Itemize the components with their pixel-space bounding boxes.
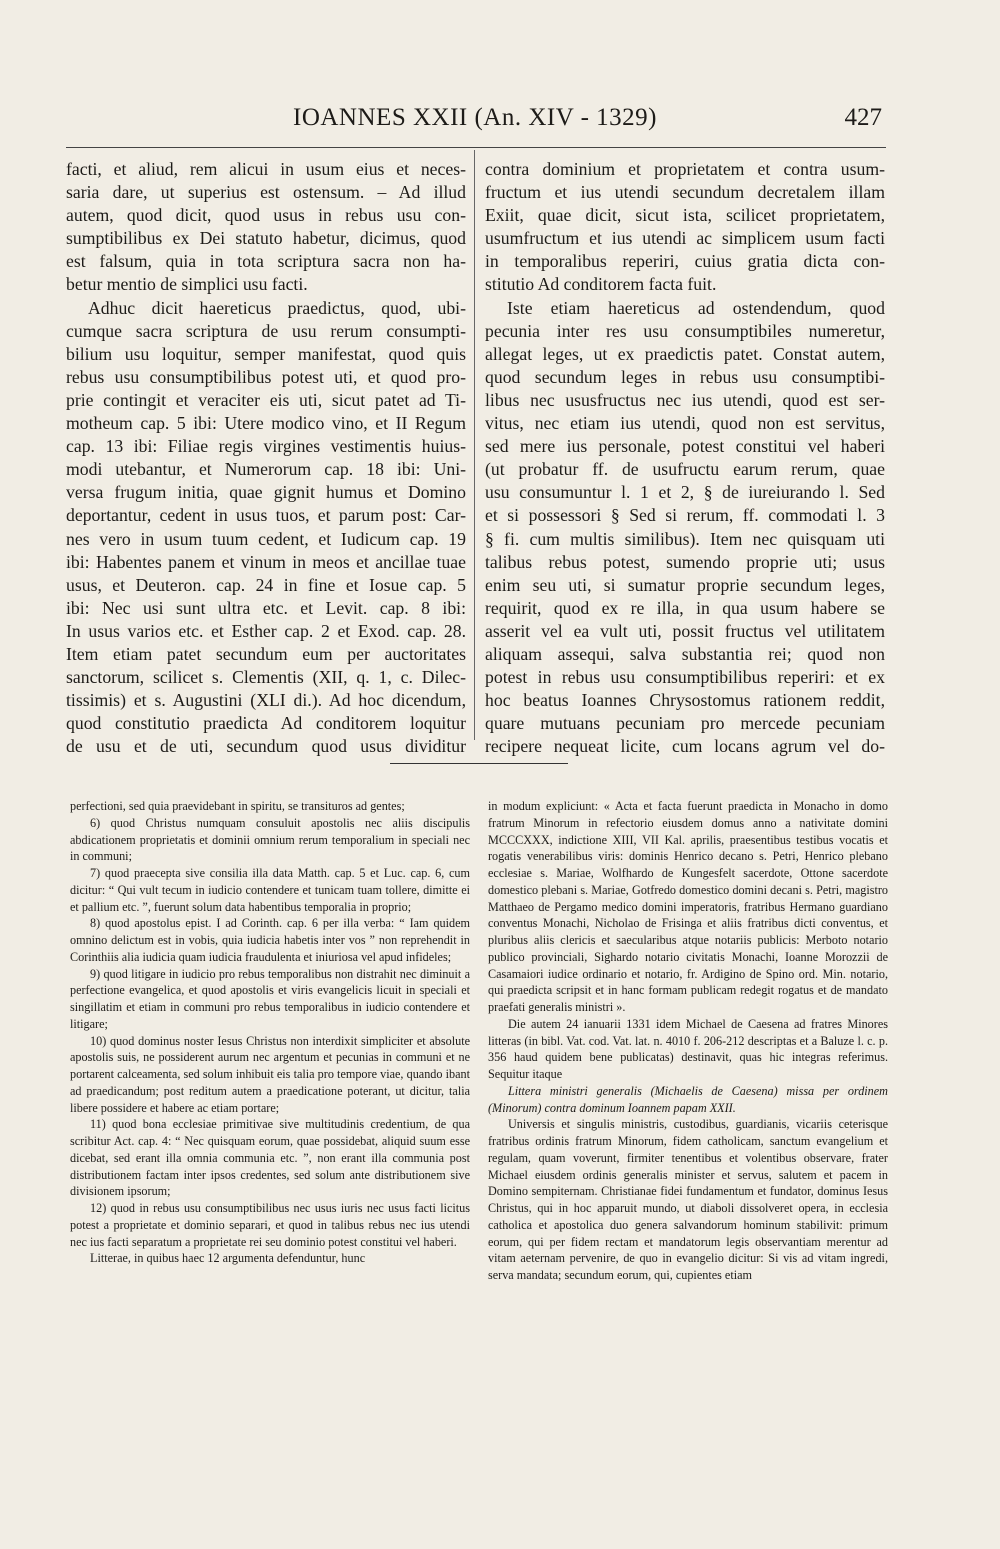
text-line: vitus, nec etiam ius utendi, quod non est servitus, xyxy=(485,413,885,434)
text-line: stitutio Ad conditorem facta fuit. xyxy=(485,274,717,295)
column-divider xyxy=(474,150,475,740)
text-line: cap. 13 ibi: Filiae regis virgines vestimentis huius- xyxy=(66,436,466,457)
footnote-left-column xyxy=(70,798,470,1267)
footnote-paragraph: 9) quod litigare in iudicio pro rebus temporalibus non distrahit nec diminuit a perfectione evangelica, et quod apostolis et viris evangelicis licuit in speciali et singillatim et etiam in communi pro rebus temporalibus in iudicio contendere et litigare; xyxy=(70,966,470,1031)
text-line: (ut probatur ff. de usufructu earum rerum, quae xyxy=(485,459,885,480)
text-line: In usus varios etc. et Esther cap. 2 et Exod. cap. 28. xyxy=(66,620,466,641)
text-line: cumque sacra scriptura de usu rerum consumpti- xyxy=(66,320,466,341)
footnote-paragraph: 7) quod praecepta sive consilia illa data Matth. cap. 5 et Luc. cap. 6, cum dicitur: “ Qui vult tecum in iudicio contendere et tunicam tuam tollere, dimitte ei et pallium etc. ”, fuerunt solum data habentibus temporalia in proprio; xyxy=(70,866,470,914)
text-line: est falsum, quia in tota scriptura sacra non ha- xyxy=(66,251,466,272)
text-line: prie contingit et veraciter eis uti, sicut patet ad Ti- xyxy=(66,389,466,410)
text-line: et si possessori § Sed si rerum, ff. commodati l. 3 xyxy=(485,505,885,526)
text-line: de usu et de uti, secundum quod usus dividitur xyxy=(66,736,466,757)
text-line: tissimis) et s. Augustini (XLI di.). Ad hoc dicendum, xyxy=(66,690,466,711)
text-line: sumptibilibus ex Dei statuto habetur, dicimus, quod xyxy=(66,228,466,249)
running-header xyxy=(60,104,890,140)
footnote-right-column xyxy=(488,798,888,1284)
text-line: Exiit, quae dicit, sicut ista, scilicet proprietatem, xyxy=(485,205,885,226)
main-text-right-column xyxy=(485,158,885,758)
footnote-letter-title: Littera ministri generalis (Michaelis de Caesena) missa per ordinem (Minorum) contra dominum Ioannem papam XXII. xyxy=(488,1083,888,1115)
text-line: contra dominium et proprietatem et contra usum- xyxy=(485,159,885,179)
footnote-paragraph: Die autem 24 ianuarii 1331 idem Michael de Caesena ad fratres Minores litteras (in bibl. Vat. cod. Vat. lat. n. 4010 f. 206-212 descriptas et a Baluze l. c. p. 356 haud quidem bene publicatas) destinavit, quas hic integras referimus. Sequitur itaque xyxy=(488,1016,888,1081)
text-line: Iste etiam haereticus ad ostendendum, quod xyxy=(507,297,885,318)
text-line: quod secundum leges in rebus usu consumptibi- xyxy=(485,366,885,387)
text-line: enim seu uti, si sumatur proprie secundum leges, xyxy=(485,574,885,595)
footnote-paragraph: in modum expliciunt: « Acta et facta fuerunt praedicta in Monacho in domo fratrum Minorum in refectorio eiusdem domus anno a nativitate domini MCCCXXX, indictione XIII, VII Kal. aprilis, praesentibus testibus vocatis et rogatis venerabilibus viris: dominis Henrico decano s. Petri, Henrico plebano ecclesiae s. Mariae, Wolfhardo de Kungesfelt sacerdote, Ottone sacerdote domestico plebani s. Mariae, Gotfredo domestico domini decani s. Petri, magistro Matthaeo de Pergamo medico domini imperatoris, fratribus Hermano guardiano conventus Monachi, Nicholao de Frisinga et aliis fratribus dicti conventus, et pluribus aliis clericis et saecularibus atque notariis publicis: Merboto notario publico provinciali, Sighardo notario civitatis Monachi, Ioanne Morozzii de Casamaiori iudice ordinario et notario, fr. Ardigino de Spino ord. Min. notario, qui praedicta scripsit et in hanc formam publicam redegit rogatus et de mandato praefati generalis ministri ». xyxy=(488,799,888,1014)
text-line: usu consumuntur l. 1 et 2, § de iureiurando l. Sed xyxy=(485,482,885,503)
page-number: 427 xyxy=(844,104,882,131)
footnote-paragraph: 11) quod bona ecclesiae primitivae sive multitudinis credentium, de qua scribitur Act. cap. 4: “ Nec quisquam eorum, quae possidebat, aliquid suum esse dicebat, sed erant illa omnia communia etc. ”, non erant illa communia post distributionem factam inter ipsos credentes, sed solum ante distributionem sive divisionem ipsorum; xyxy=(70,1117,470,1199)
text-line: motheum cap. 5 ibi: Utere modico vino, et II Regum xyxy=(66,413,466,434)
text-line: pecunia inter res usu consumptibiles numeretur, xyxy=(485,320,885,341)
text-line: deportantur, cedent in usus tuos, et parum post: Car- xyxy=(66,505,466,526)
text-line: libus nec ususfructus nec ius utendi, quod est ser- xyxy=(485,389,885,410)
header-rule xyxy=(66,147,886,148)
footnote-paragraph: 12) quod in rebus usu consumptibilibus nec usus iuris nec usus facti licitus potest a proprietate et dominio separari, et quod in talibus rebus nec ius utendi nec ius facti separatum a proprietate rei seu dominio potest constitui vel haberi. xyxy=(70,1201,470,1249)
text-line: ibi: Nec usi sunt ultra etc. et Levit. cap. 8 ibi: xyxy=(66,597,466,618)
text-line: § fi. cum multis similibus). Item nec quisquam uti xyxy=(485,528,885,549)
text-line: ibi: Habentes panem et vinum in meos et ancillae tuae xyxy=(66,551,466,572)
text-line: hoc beatus Ioannes Chrysostomus rationem reddit, xyxy=(485,690,885,711)
main-text-left-column xyxy=(66,158,466,758)
text-line: asserit vel ea vult uti, possit fructus vel utilitatem xyxy=(485,620,885,641)
footnote-paragraph: 8) quod apostolus epist. I ad Corinth. cap. 6 per illa verba: “ Iam quidem omnino delictum est in vobis, quia iudicia habetis inter vos ” non reprehendit in Corinthiis alia iudicia quam iudicia fraudulenta et iniuriosa vel apud infideles; xyxy=(70,916,470,964)
text-line: betur mentio de simplici usu facti. xyxy=(66,274,308,295)
text-line: autem, quod dicit, quod usus in rebus usu con- xyxy=(66,205,466,226)
text-line: usumfructum et ius utendi ac simplicem usum facti xyxy=(485,228,885,249)
text-line: sanctorum, scilicet s. Clementis (XII, q. 1, c. Dilec- xyxy=(66,667,466,688)
text-line: usus, et Deuteron. cap. 24 in fine et Iosue cap. 5 xyxy=(66,574,466,595)
text-line: Adhuc dicit haereticus praedictus, quod, ubi- xyxy=(88,297,466,318)
text-line: in temporalibus reperiri, cuius gratia dicta con- xyxy=(485,251,885,272)
text-line: recipere nequeat licite, cum locans agrum vel do- xyxy=(485,736,885,757)
footnote-separator xyxy=(390,763,568,764)
text-line: facti, et aliud, rem alicui in usum eius et neces- xyxy=(66,159,466,179)
text-line: quare mutuans pecuniam pro mercede pecuniam xyxy=(485,713,885,734)
footnote-paragraph: Litterae, in quibus haec 12 argumenta defenduntur, hunc xyxy=(90,1251,366,1266)
text-line: potest in rebus usu consumptibilibus reperiri: et ex xyxy=(485,667,885,688)
footnote-paragraph: 6) quod Christus numquam consuluit apostolis nec aliis discipulis abdicationem proprietatis et dominii omnium rerum temporalium in speciali nec in communi; xyxy=(70,815,470,864)
text-line: quod constitutio praedicta Ad conditorem loquitur xyxy=(66,713,466,734)
text-line: Item etiam patet secundum eum per auctoritates xyxy=(66,643,466,664)
footnote-paragraph: Universis et singulis ministris, custodibus, guardianis, vicariis ceterisque fratribus ordinis fratrum Minorum, fidem catholicam, sanctum evangelium et regulam, quam voverunt, firmiter tenentibus et volentibus observare, frater Michael eiusdem ordinis generalis minister et servus, salutem et pacem in Domino sempiternam. Christianae fidei fundamentum et fundator, dominus Iesus Christus, qui in hoc apparuit mundo, ut diaboli dissolveret opera, in ecclesia catholica et apostolica duo genera salvandorum hominum stabilivit: primum eorum, qui per fidem rectam et mandatorum legis observantiam merentur ad vitam aeternam pervenire, de quo in evangelio dicitur: Si vis ad vitam ingredi, serva mandata; secundum eorum, qui, cupientes etiam xyxy=(488,1117,888,1282)
text-line: bilium usu loquitur, semper manifestat, quod quis xyxy=(66,343,466,364)
text-line: requirit, quod ex re illa, in qua usum habere se xyxy=(485,597,885,618)
footnote-paragraph: 10) quod dominus noster Iesus Christus non interdixit simpliciter et absolute apostolis suis, ne possiderent aurum nec argentum et pecunias in communi et ne portarent calceamenta, sed solum inhibuit eis talia pro tempore viae, quando ibant ad praedicandum; post reditum autem a praedicatione poterant, ut dicitur, talia libere possidere et habere ac etiam portare; xyxy=(70,1033,470,1115)
text-line: versa frugum initia, quae gignit humus et Domino xyxy=(66,482,466,503)
text-line: aliquam assequi, salva substantia rei; quod non xyxy=(485,643,885,664)
footnote-paragraph: perfectioni, sed quia praevidebant in spiritu, se transituros ad gentes; xyxy=(70,799,405,813)
text-line: fructum et ius utendi secundum decretalem illam xyxy=(485,182,885,203)
text-line: rebus usu consumptibilibus potest uti, et quod pro- xyxy=(66,366,466,387)
text-line: talibus rebus potest, sumendo proprie uti; usus xyxy=(485,551,885,572)
text-line: nes vero in usum tuum cedent, et Iudicum cap. 19 xyxy=(66,528,466,549)
text-line: allegat leges, ut ex praedictis patet. Constat autem, xyxy=(485,343,885,364)
text-line: sed mere ius personale, potest constitui vel haberi xyxy=(485,436,885,457)
text-line: modi utebantur, et Numerorum cap. 18 ibi: Uni- xyxy=(66,459,466,480)
running-title: IOANNES XXII (An. XIV - 1329) xyxy=(293,104,657,131)
text-line: saria dare, ut superius est ostensum. – Ad illud xyxy=(66,182,466,203)
